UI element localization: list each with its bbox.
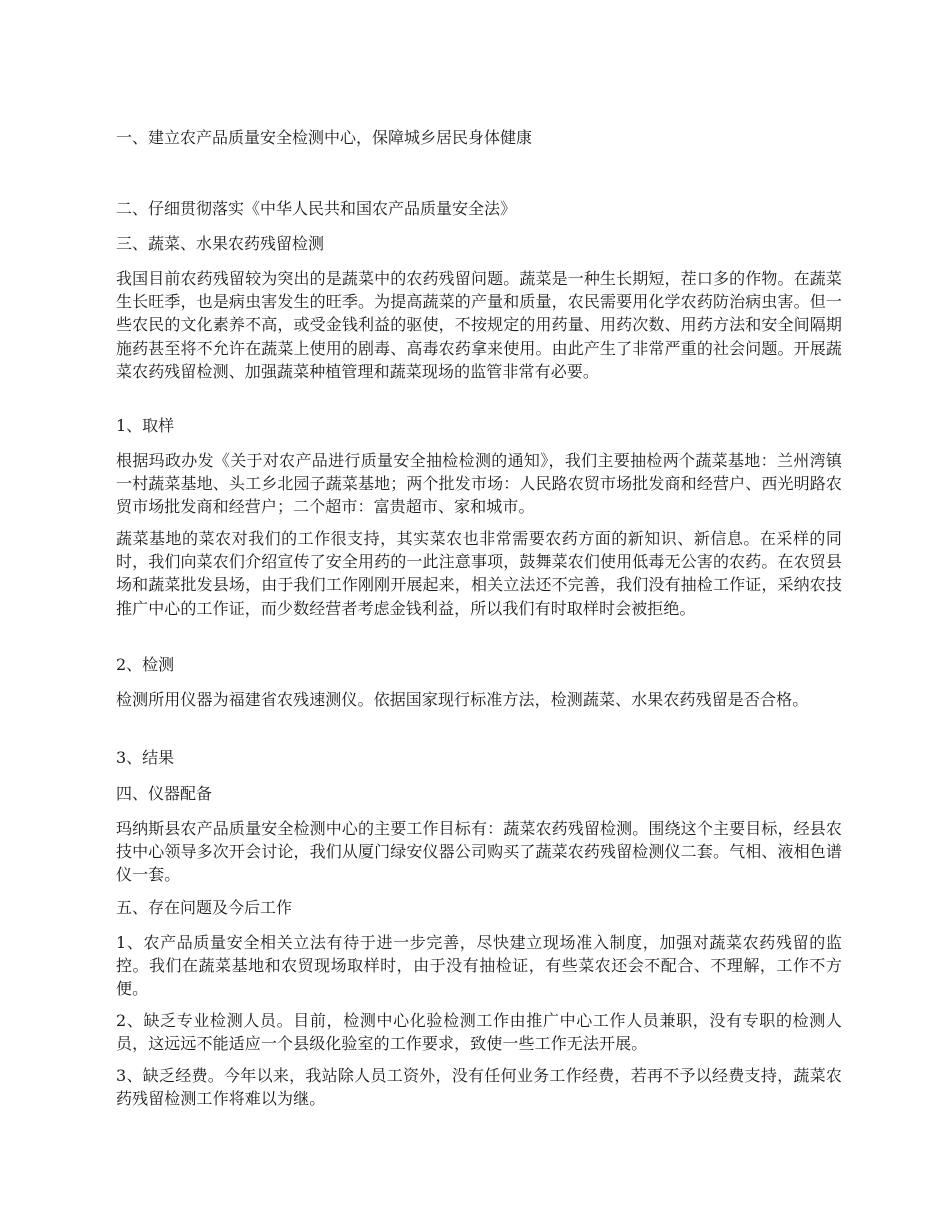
paragraph-equipment: 玛纳斯县农产品质量安全检测中心的主要工作目标有：蔬菜农药残留检测。围绕这个主要目标，经县农技中心领导多次开会讨论，我们从厦门绿安仪器公司购买了蔬菜农药残留检测仪二套。气相、液相色谱仪一套。 [116, 819, 842, 885]
subheading-testing: 2、检测 [116, 655, 175, 674]
heading-4: 四、仪器配备 [116, 784, 213, 803]
paragraph-sampling-sites: 根据玛政办发《关于对农产品进行质量安全抽检检测的通知》，我们主要抽检两个蔬菜基地：兰州湾镇一村蔬菜基地、头工乡北园子蔬菜基地；两个批发市场：人民路农贸市场批发商和经营户、西光明路农贸市场批发商和经营户；二个超市：富贵超市、家和城市。 [116, 451, 842, 517]
subheading-sampling: 1、取样 [116, 416, 175, 435]
paragraph-farmer-support: 蔬菜基地的菜农对我们的工作很支持，其实菜农也非常需要农药方面的新知识、新信息。在采样的同时，我们向菜农们介绍宣传了安全用药的一此注意事项，鼓舞菜农们使用低毒无公害的农药。在农贸县场和蔬菜批发县场，由于我们工作刚刚开展起来，相关立法还不完善，我们没有抽检工作证，采纳农技推广中心的工作证，而少数经营者考虑金钱利益，所以我们有时取样时会被拒绝。 [116, 529, 842, 618]
paragraph-pesticide-residue: 我国目前农药残留较为突出的是蔬菜中的农药残留问题。蔬菜是一种生长期短，茬口多的作物。在蔬菜生长旺季，也是病虫害发生的旺季。为提高蔬菜的产量和质量，农民需要用化学农药防治病虫害。但一些农民的文化素养不高，或受金钱利益的驱使，不按规定的用药量、用药次数、用药方法和安全间隔期施药甚至将不允许在蔬菜上使用的剧毒、高毒农药拿来使用。由此产生了非常严重的社会问题。开展蔬菜农药残留检测、加强蔬菜种植管理和蔬菜现场的监管非常有必要。 [116, 269, 842, 381]
paragraph-issue-2: 2、缺乏专业检测人员。目前，检测中心化验检测工作由推广中心工作人员兼职，没有专职的检测人员，这远远不能适应一个县级化验室的工作要求，致使一些工作无法开展。 [116, 1011, 842, 1054]
heading-1: 一、建立农产品质量安全检测中心，保障城乡居民身体健康 [116, 128, 533, 147]
subheading-results: 3、结果 [116, 748, 175, 767]
heading-2: 二、仔细贯彻落实《中华人民共和国农产品质量安全法》 [116, 199, 517, 218]
paragraph-issue-3: 3、缺乏经费。今年以来，我站除人员工资外，没有任何业务工作经费，若再不予以经费支持，蔬菜农药残留检测工作将难以为继。 [116, 1066, 842, 1109]
paragraph-testing-method: 检测所用仪器为福建省农残速测仪。依据国家现行标准方法，检测蔬菜、水果农药残留是否合格。 [116, 690, 809, 709]
heading-3: 三、蔬菜、水果农药残留检测 [116, 234, 325, 253]
paragraph-issue-1: 1、农产品质量安全相关立法有待于进一步完善，尽快建立现场准入制度，加强对蔬菜农药残留的监控。我们在蔬菜基地和农贸现场取样时，由于没有抽检证，有些菜农还会不配合、不理解，工作不方便。 [116, 933, 842, 999]
heading-5: 五、存在问题及今后工作 [116, 898, 293, 917]
